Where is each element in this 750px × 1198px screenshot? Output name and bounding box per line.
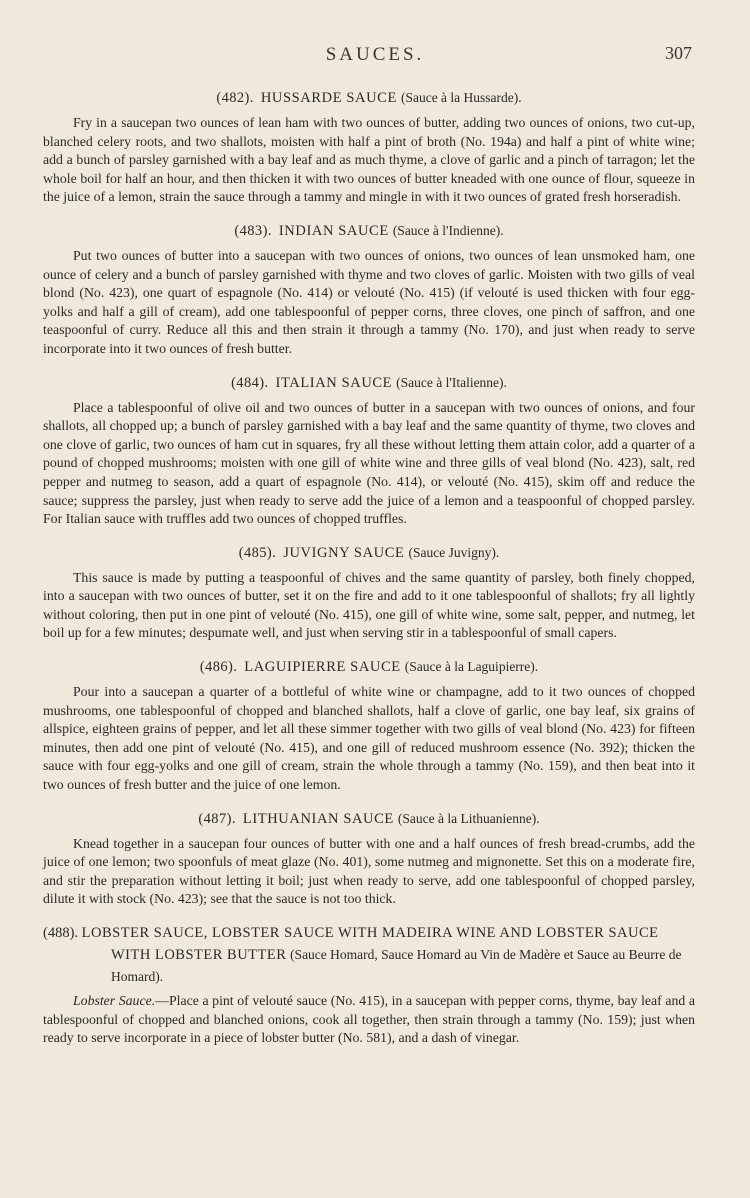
page-number: 307 bbox=[665, 43, 692, 63]
recipe-french-name: (Sauce Homard, Sauce Homard au Vin de Madère et Sauce au Beurre de Homard). bbox=[111, 947, 682, 984]
recipe-text bbox=[43, 992, 695, 1048]
page-content bbox=[43, 88, 695, 1048]
recipe-486 bbox=[43, 657, 695, 795]
recipe-heading bbox=[43, 657, 695, 677]
recipe-text: Place a tablespoonful of olive oil and two ounces of butter in a saucepan with two ounces of onions, and four shallots, all chopped up; a bunch of parsley garnished with a bay leaf and the same quantity of thyme, two cloves and one clove of garlic, two ounces of ham cut in squares, fry all these without letting them attain color, add a quarter of a pound of chopped mushrooms; moisten with one gill of white wine and three gills of veal blond (No. 423), salt, red pepper and nutmeg to season, add a quart of espagnole (No. 414), or velouté (No. 415), skim off and reduce the sauce; suppress the parsley, just when ready to serve add the juice of a lemon and a teaspoonful of chopped parsley. For Italian sauce with truffles add two ounces of chopped truffles. bbox=[43, 399, 695, 527]
recipe-heading bbox=[43, 923, 695, 988]
recipe-heading bbox=[43, 373, 695, 393]
running-title: SAUCES. bbox=[325, 44, 425, 65]
recipe-french-name: (Sauce à la Laguipierre). bbox=[404, 659, 539, 675]
recipe-name: INDIAN SAUCE bbox=[278, 222, 389, 239]
recipe-number: (486). bbox=[199, 659, 238, 676]
recipe-484 bbox=[43, 373, 695, 529]
recipe-text: This sauce is made by putting a teaspoonful of chives and the same quantity of parsley, both finely chopped, into a saucepan with two ounces of butter, set it on the fire and add to it one tablespoonful of shallots; fry all lightly without coloring, then put in one pint of velouté (No. 415), one gill of white wine, some salt, pepper, and nutmeg, let boil up for a few minutes; despumate well, and just when serving stir in a tablespoonful of small capers. bbox=[43, 569, 695, 641]
recipe-text: Fry in a saucepan two ounces of lean ham with two ounces of butter, adding two ounces of onions, two cut-up, blanched celery roots, and two shallots, moisten with half a pint of broth (No. 194a) and half a pint of white wine; add a bunch of parsley garnished with a bay leaf and as much thyme, a clove of garlic and a pinch of tarragon; let the whole boil for half an hour, and then thicken it with two ounces of butter kneaded with one ounce of flour, squeeze in the juice of a lemon, strain the sauce through a tammy and mingle in with it two ounces of grated fresh horseradish. bbox=[43, 115, 695, 205]
recipe-heading bbox=[43, 88, 695, 108]
recipe-483 bbox=[43, 221, 695, 359]
recipe-482 bbox=[43, 88, 695, 207]
recipe-lead: Lobster Sauce. bbox=[73, 993, 156, 1008]
recipe-french-name: (Sauce à la Lithuanienne). bbox=[397, 810, 540, 826]
recipe-488 bbox=[43, 923, 695, 1048]
recipe-number: (488). bbox=[43, 925, 79, 941]
recipe-name: LITHUANIAN SAUCE bbox=[242, 810, 394, 827]
recipe-name: HUSSARDE SAUCE bbox=[260, 90, 397, 106]
recipe-french-name: (Sauce Juvigny). bbox=[408, 544, 500, 560]
running-header bbox=[0, 38, 750, 72]
recipe-name: LAGUIPIERRE SAUCE bbox=[244, 659, 401, 676]
recipe-heading bbox=[43, 543, 695, 563]
recipe-name: ITALIAN SAUCE bbox=[275, 374, 393, 391]
recipe-number: (487). bbox=[198, 810, 236, 827]
recipe-name: JUVIGNY SAUCE bbox=[283, 544, 405, 561]
recipe-french-name: (Sauce à l'Italienne). bbox=[396, 374, 507, 390]
recipe-number: (482). bbox=[216, 90, 254, 106]
recipe-487 bbox=[43, 809, 695, 909]
recipe-heading bbox=[43, 221, 695, 241]
recipe-text: Pour into a saucepan a quarter of a bottleful of white wine or champagne, add to it two ounces of chopped mushrooms, one tablespoonful of chopped and blanched shallots, half a clove of garlic, one bay leaf, six grains of allspice, eighteen grains of pepper, and let all these simmer together with two gills of veal blond (No. 423) for fifteen minutes, then add one pint of velouté (No. 415), and one gill of reduced mushroom essence (No. 392); thicken the sauce with four egg-yolks and one gill of cream, strain the whole through a tammy (No. 159), and then beat into it two ounces of fresh butter and the juice of one lemon. bbox=[43, 684, 695, 793]
recipe-text: Put two ounces of butter into a saucepan with two ounces of onions, two ounces of lean unsmoked ham, one ounce of celery and a bunch of parsley garnished with thyme and two cloves of garlic. Moisten with two gills of veal blond (No. 423), one quart of espagnole (No. 414) or velouté (No. 415) (if velouté is used thicken with four egg-yolks and half a gill of cream), add one tablespoonful of pepper corns, three cloves, one pinch of saffron, and one teaspoonful of curry. Reduce all this and then strain it through a tammy (No. 170), and just when ready to serve incorporate into it two ounces of fresh butter. bbox=[43, 247, 695, 356]
recipe-heading bbox=[43, 809, 695, 829]
recipe-french-name: (Sauce à la Hussarde). bbox=[400, 90, 522, 105]
recipe-number: (483). bbox=[234, 222, 272, 239]
recipe-text-body: —Place a pint of velouté sauce (No. 415), in a saucepan with pepper corns, thyme, bay leaf and a tablespoonful of chopped and blanched onions, cook all together, then strain through a tammy (No. 159); just when ready to serve incorporate in a piece of lobster butter (No. 581), and a dash of vinegar. bbox=[43, 993, 696, 1046]
recipe-french-name: (Sauce à l'Indienne). bbox=[392, 222, 504, 238]
recipe-number: (484). bbox=[231, 374, 269, 391]
recipe-name: LOBSTER SAUCE, LOBSTER SAUCE WITH MADEIRA WINE AND LOBSTER SAUCE WITH LOBSTER BUTTER bbox=[81, 925, 659, 963]
recipe-485 bbox=[43, 543, 695, 643]
recipe-number: (485). bbox=[238, 544, 277, 561]
recipe-text: Knead together in a saucepan four ounces of butter with one and a half ounces of fresh bread-crumbs, add the juice of one lemon; two spoonfuls of meat glaze (No. 401), some nutmeg and mignonette. Set this on a moderate fire, and stir the preparation without letting it boil; just when ready to serve, add one tablespoonful of chopped parsley, dilute it with stock (No. 423); see that the sauce is not too thick. bbox=[43, 835, 695, 907]
